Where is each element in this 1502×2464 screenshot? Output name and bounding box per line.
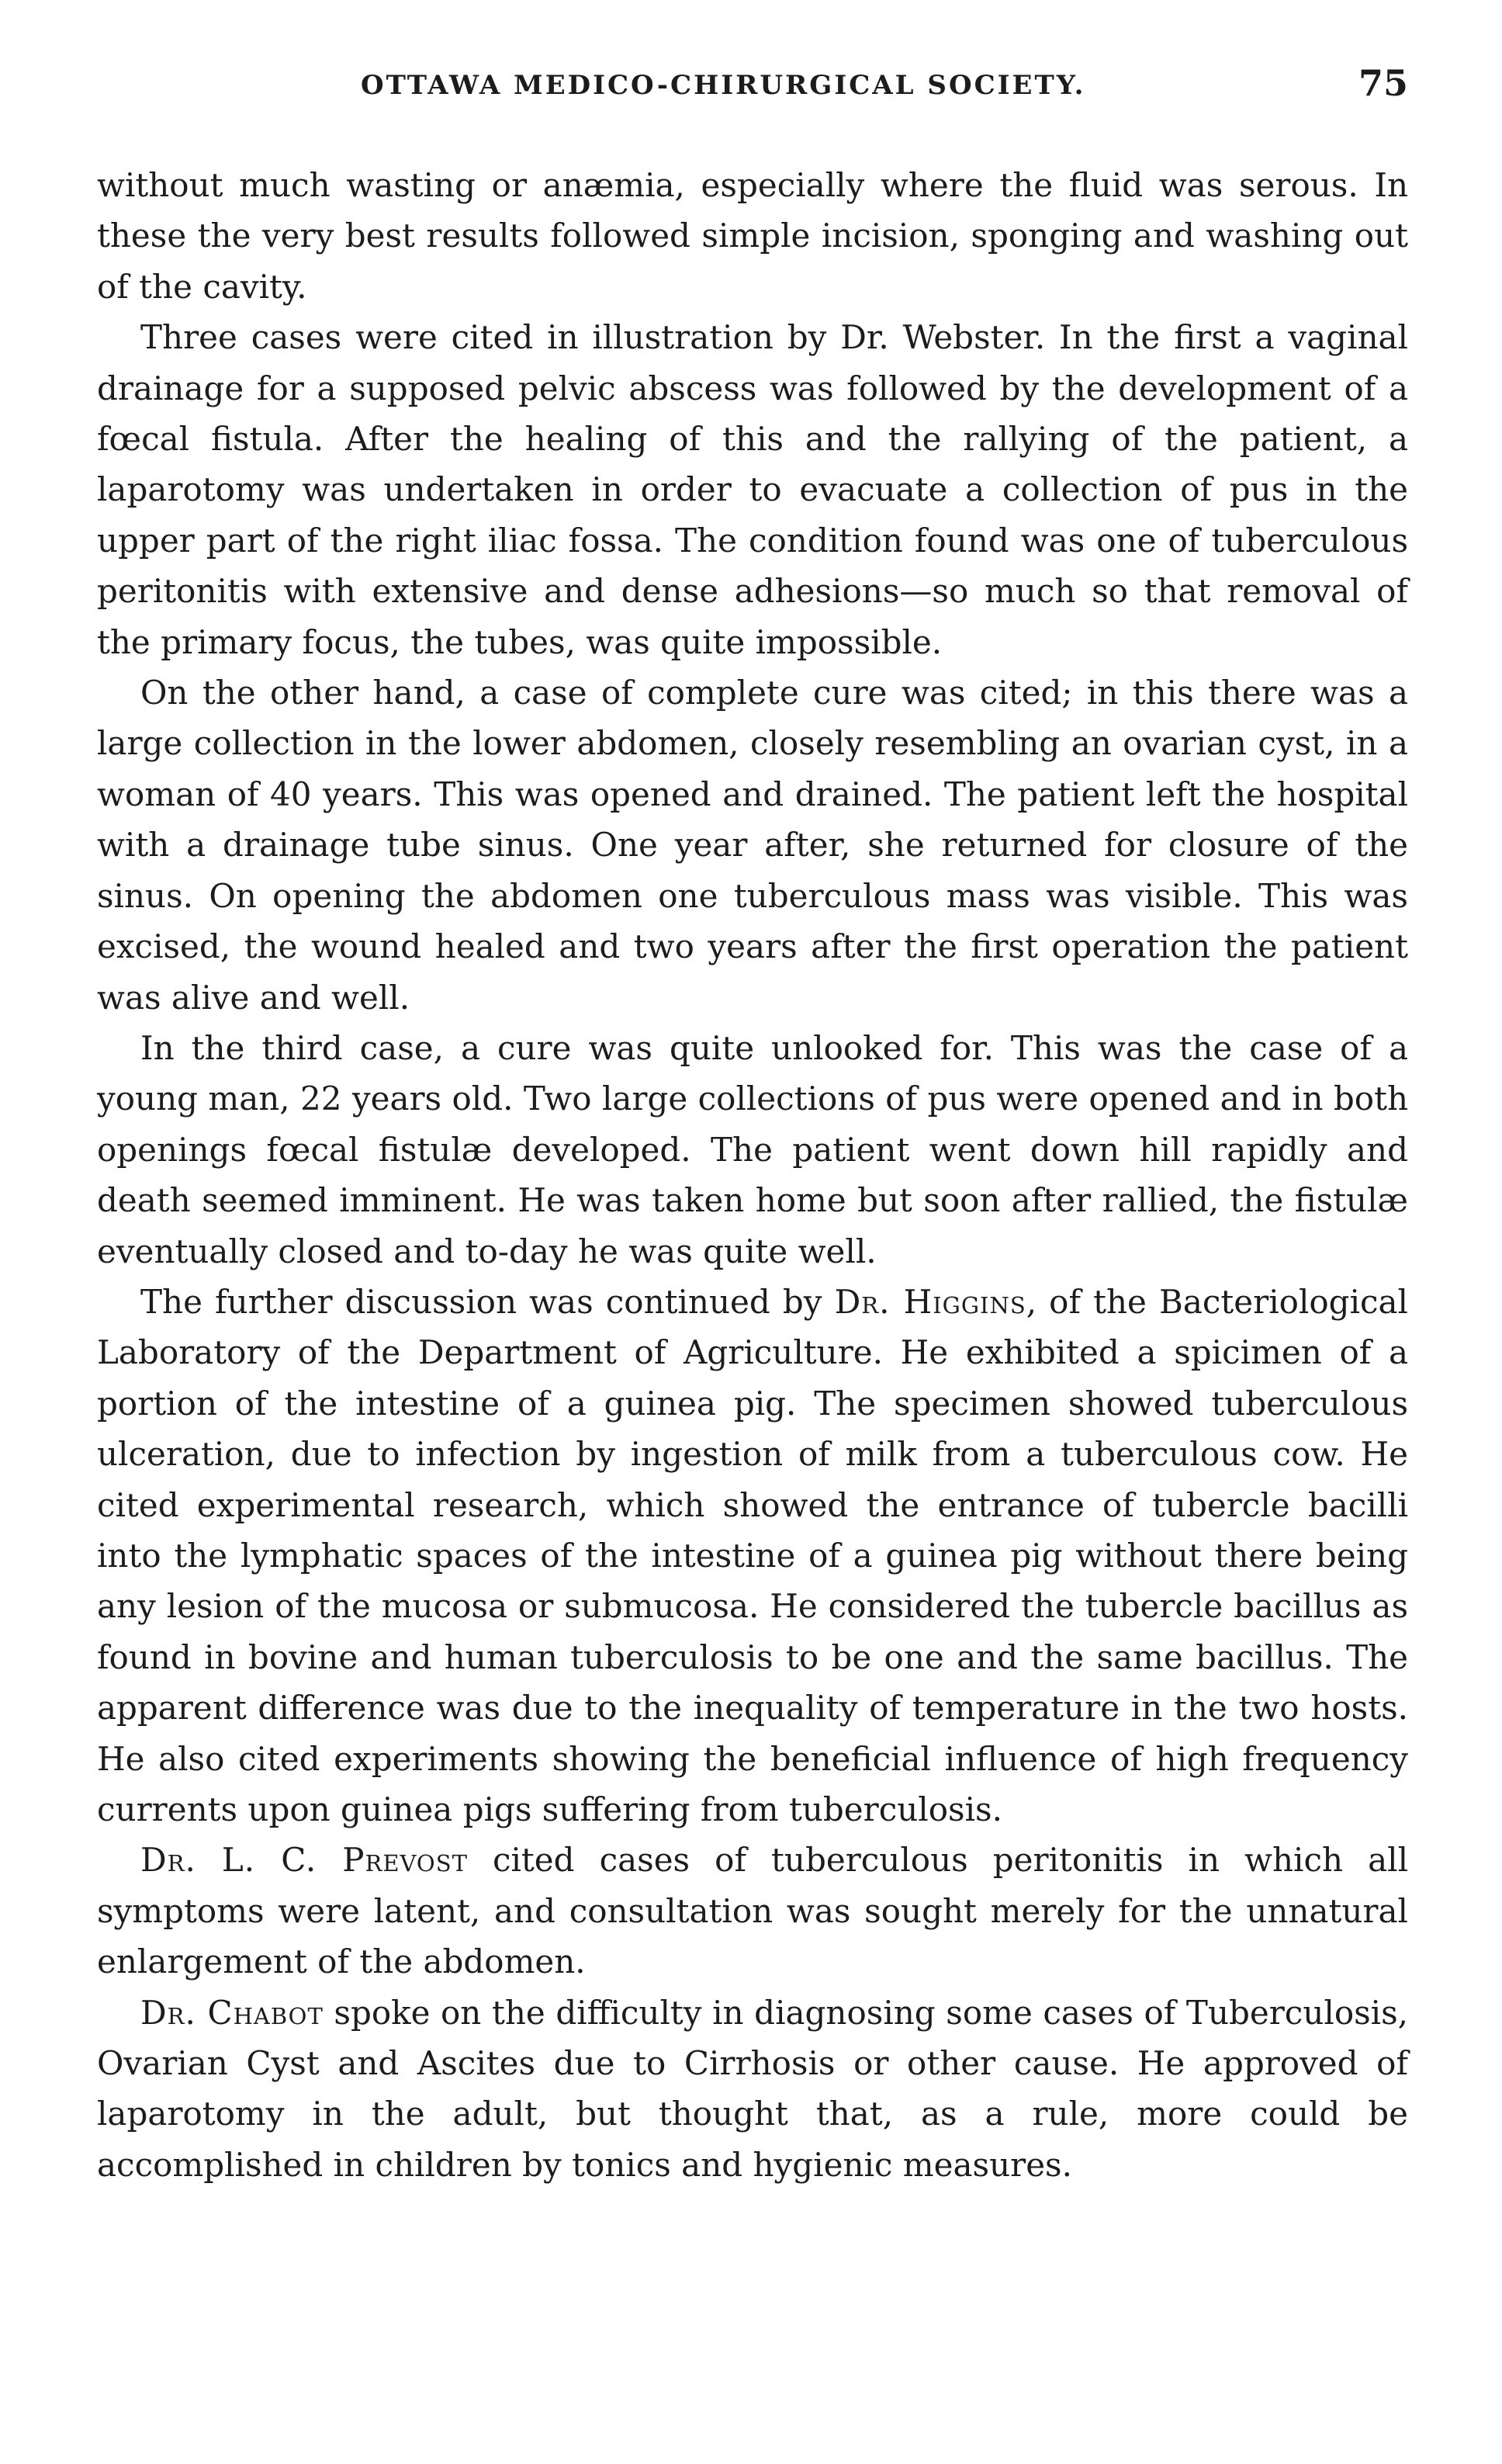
running-title: OTTAWA MEDICO-CHIRURGICAL SOCIETY.	[361, 70, 1086, 101]
speaker-name: Dr. Chabot	[140, 1993, 324, 2032]
paragraph-continuation: without much wasting or anæmia, especially where the fluid was serous. In these the very best results followed simple incision, sponging and washing out of the cavity.	[97, 166, 1408, 306]
paragraph-chabot	[97, 1987, 1408, 2191]
document-page	[97, 62, 1409, 2398]
page-number: 75	[1358, 62, 1408, 104]
body-text	[97, 160, 1408, 2190]
paragraph-prevost	[97, 1835, 1408, 1987]
paragraph-third-case: In the third case, a cure was quite unlooked for. This was the case of a young man, 22 years old. Two large collections of pus were opened and in both openings fœcal fistulæ developed. The patient went down hill rapidly and death seemed imminent. He was taken home but soon after rallied, the fistulæ eventually closed and to-day he was quite well.	[97, 1028, 1408, 1270]
paragraph-higgins	[97, 1277, 1408, 1835]
speaker-name: Dr. L. C. Prevost	[140, 1841, 468, 1880]
paragraph-complete-cure: On the other hand, a case of complete cure was cited; in this there was a large collection in the lower abdomen, closely resembling an ovarian cyst, in a woman of 40 years. This was opened and drained. The patient left the hospital with a drainage tube sinus. One year after, she returned for closure of the sinus. On opening the abdomen one tuberculous mass was visible. This was excised, the wound healed and two years after the first operation the patient was alive and well.	[97, 674, 1408, 1017]
running-head	[97, 62, 1408, 124]
paragraph-text: cited cases of tuberculous peritonitis in which all symptoms were latent, and consultation was sought merely for the unnatural enlargement of the abdomen.	[97, 1841, 1409, 1981]
paragraph-webster-cases: Three cases were cited in illustration by Dr. Webster. In the first a vaginal drainage for a supposed pelvic abscess was followed by the development of a fœcal fistula. After the healing of this and the rallying of the patient, a laparotomy was undertaken in order to evacuate a collection of pus in the upper part of the right iliac fossa. The condition found was one of tuberculous peritonitis with extensive and dense adhesions—so much so that removal of the primary focus, the tubes, was quite impossible.	[97, 318, 1408, 661]
paragraph-lead-text: The further discussion was continued by	[140, 1282, 835, 1321]
speaker-name: Dr. Higgins	[834, 1282, 1026, 1321]
paragraph-text: , of the Bacteriological Laboratory of the Department of Agriculture. He exhibited a spicimen of a portion of the intestine of a guinea pig. The specimen showed tuberculous ulceration, due to infection by ingestion of milk from a tuberculous cow. He cited experimental research, which showed the entrance of tubercle bacilli into the lymphatic spaces of the intestine of a guinea pig without there being any lesion of the mucosa or submucosa. He considered the tubercle bacillus as found in bovine and human tuberculosis to be one and the same bacillus. The apparent difference was due to the inequality of temperature in the two hosts. He also cited experiments showing the beneficial influence of high frequency currents upon guinea pigs suffering from tuberculosis.	[97, 1282, 1408, 1828]
paragraph-text: spoke on the difficulty in diagnosing some cases of Tuberculosis, Ovarian Cyst and Ascites due to Cirrhosis or other cause. He approved of laparotomy in the adult, but thought that, as a rule, more could be accomplished in children by tonics and hygienic measures.	[97, 1993, 1408, 2184]
